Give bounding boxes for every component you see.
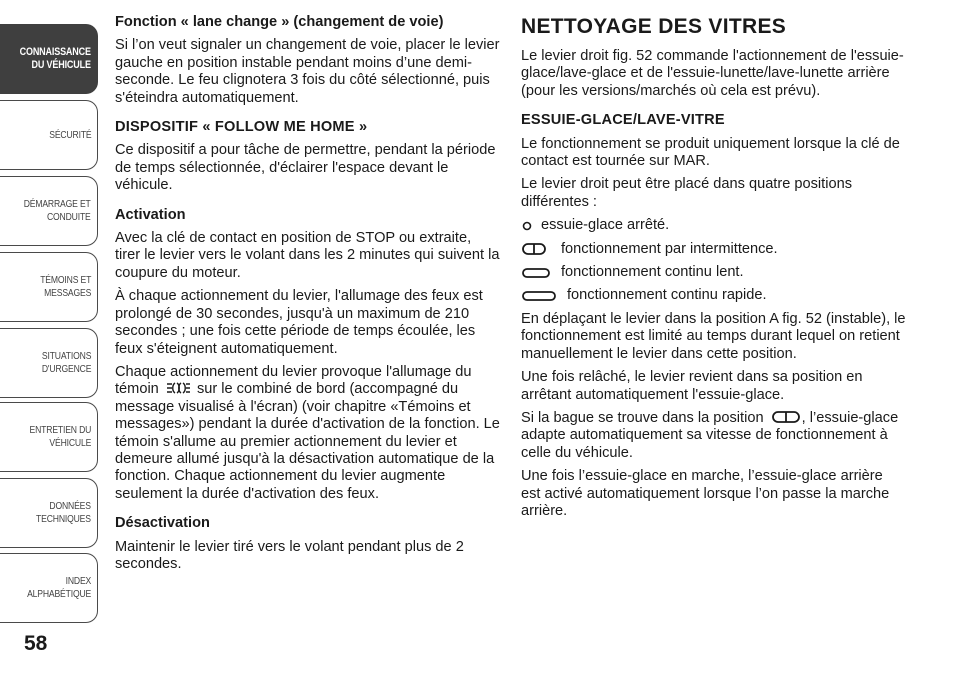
fast-position-icon [521,289,561,303]
right-text-4: Une fois relâché, le levier revient dans sa position en arrêtant automatiquement l'essuie-glace. [521,369,863,403]
lane-change-text: Si l’on veut signaler un changement de voie, placer le levier gauche en position instable pendant moins d’une demi-seconde. Le feu clignotera 3 fois du côté sélectionné, puis s'éteindra automatiquement. [115,37,500,106]
tab-temoins-et-messages[interactable] [0,252,98,322]
position-text: essuie-glace arrêté. [541,217,670,234]
chapter-sidebar [0,0,100,640]
position-text: fonctionnement continu rapide. [567,287,767,304]
follow-me-home-warning-icon [163,381,193,395]
page-title: NETTOYAGE DES VITRES [521,15,787,38]
follow-me-heading: DISPOSITIF « FOLLOW ME HOME » [115,119,368,136]
position-row-slow [521,264,906,281]
right-text-1: Le fonctionnement se produit uniquement lorsque la clé de contact est tournée sur MAR. [521,135,900,170]
activation-heading: Activation [115,206,186,223]
activation-text-3b: sur le combiné de bord (accompagné du message visualisé à l'écran) (voir chapitre «Témoins et messages») pendant la durée d'activation de la fonction. Le témoin s'allume au premier actionnement du levier et demeure allumé jusqu'à la désactivation automatique de la fonction. Chaque actionnement du levier augmente seulement la durée d'activation des feux. [115,381,500,502]
tab-demarrage-et-conduite[interactable] [0,176,98,246]
deactivation-heading: Désactivation [115,515,210,532]
activation-text-2: À chaque actionnement du levier, l'allumage des feux est prolongé de 30 secondes, jusqu'à un maximum de 210 secondes ; une fois cette période de temps écoulée, les feux s'éteignent automatiquement. [115,288,483,357]
page-number: 58 [24,632,48,655]
tab-label: CONNAISSANCE DU VÉHICULE [19,46,91,71]
slow-position-icon [521,266,555,280]
right-text-5b: , l’essuie-glace adapte automatiquement sa vitesse de fonctionnement à celle du véhicule. [521,409,899,461]
activation-text-3 [115,364,500,503]
position-text: fonctionnement par intermittence. [561,240,778,257]
section-heading: ESSUIE-GLACE/LAVE-VITRE [521,112,725,129]
tab-label: DONNÉES TECHNIQUES [36,500,91,525]
tab-label: SITUATIONS D'URGENCE [41,350,91,375]
right-text-6: Une fois l’essuie-glace en marche, l’essuie-glace arrière est activé automatiquement lorsque l’on passe la marche arrière. [521,468,890,519]
right-column [521,14,906,526]
off-position-icon [521,219,535,233]
auto-position-icon [768,410,802,424]
right-text-2: Le levier droit peut être placé dans quatre positions différentes : [521,176,852,210]
tab-label: DÉMARRAGE ET CONDUITE [24,198,91,223]
tab-donnees-techniques[interactable] [0,478,98,548]
position-text: fonctionnement continu lent. [561,264,744,281]
tab-label: INDEX ALPHABÉTIQUE [26,575,91,600]
tab-label: ENTRETIEN DU VÉHICULE [29,424,91,449]
left-column [115,14,500,579]
lane-change-heading: Fonction « lane change » (changement de voie) [115,14,444,30]
right-text-5 [521,410,906,462]
follow-me-text: Ce dispositif a pour tâche de permettre, pendant la période de temps sélectionnée, d'éclairer l'espace devant le véhicule. [115,142,496,194]
position-row-intermittent [521,241,906,258]
tab-connaissance-du-vehicule[interactable] [0,24,98,94]
activation-text-1: Avec la clé de contact en position de STOP ou extraite, tirer le levier vers le volant dans les 2 minutes qui suivent la coupure du moteur. [115,230,500,281]
position-row-off [521,217,906,234]
tab-securite[interactable] [0,100,98,170]
tab-index-alphabetique[interactable] [0,553,98,623]
tab-label: SÉCURITÉ [48,128,91,141]
deactivation-text: Maintenir le levier tiré vers le volant pendant plus de 2 secondes. [115,538,464,572]
position-row-fast [521,287,906,304]
tab-entretien-du-vehicule[interactable] [0,402,98,472]
activation-text-3a: Chaque actionnement du levier provoque l'allumage du témoin [115,363,472,398]
intro-text: Le levier droit fig. 52 commande l'actionnement de l'essuie-glace/lave-glace et de l'essuie-lunette/lave-lunette arrière (pour les versions/marchés où cela est prévu). [521,48,904,99]
right-text-3: En déplaçant le levier dans la position A fig. 52 (instable), le fonctionnement est limité au temps durant lequel on retient manuellement le levier dans cette position. [521,310,906,362]
tab-situations-d-urgence[interactable] [0,328,98,398]
right-text-5a: Si la bague se trouve dans la position [521,409,764,426]
intermittent-position-icon [521,242,555,256]
tab-label: TÉMOINS ET MESSAGES [40,274,91,299]
